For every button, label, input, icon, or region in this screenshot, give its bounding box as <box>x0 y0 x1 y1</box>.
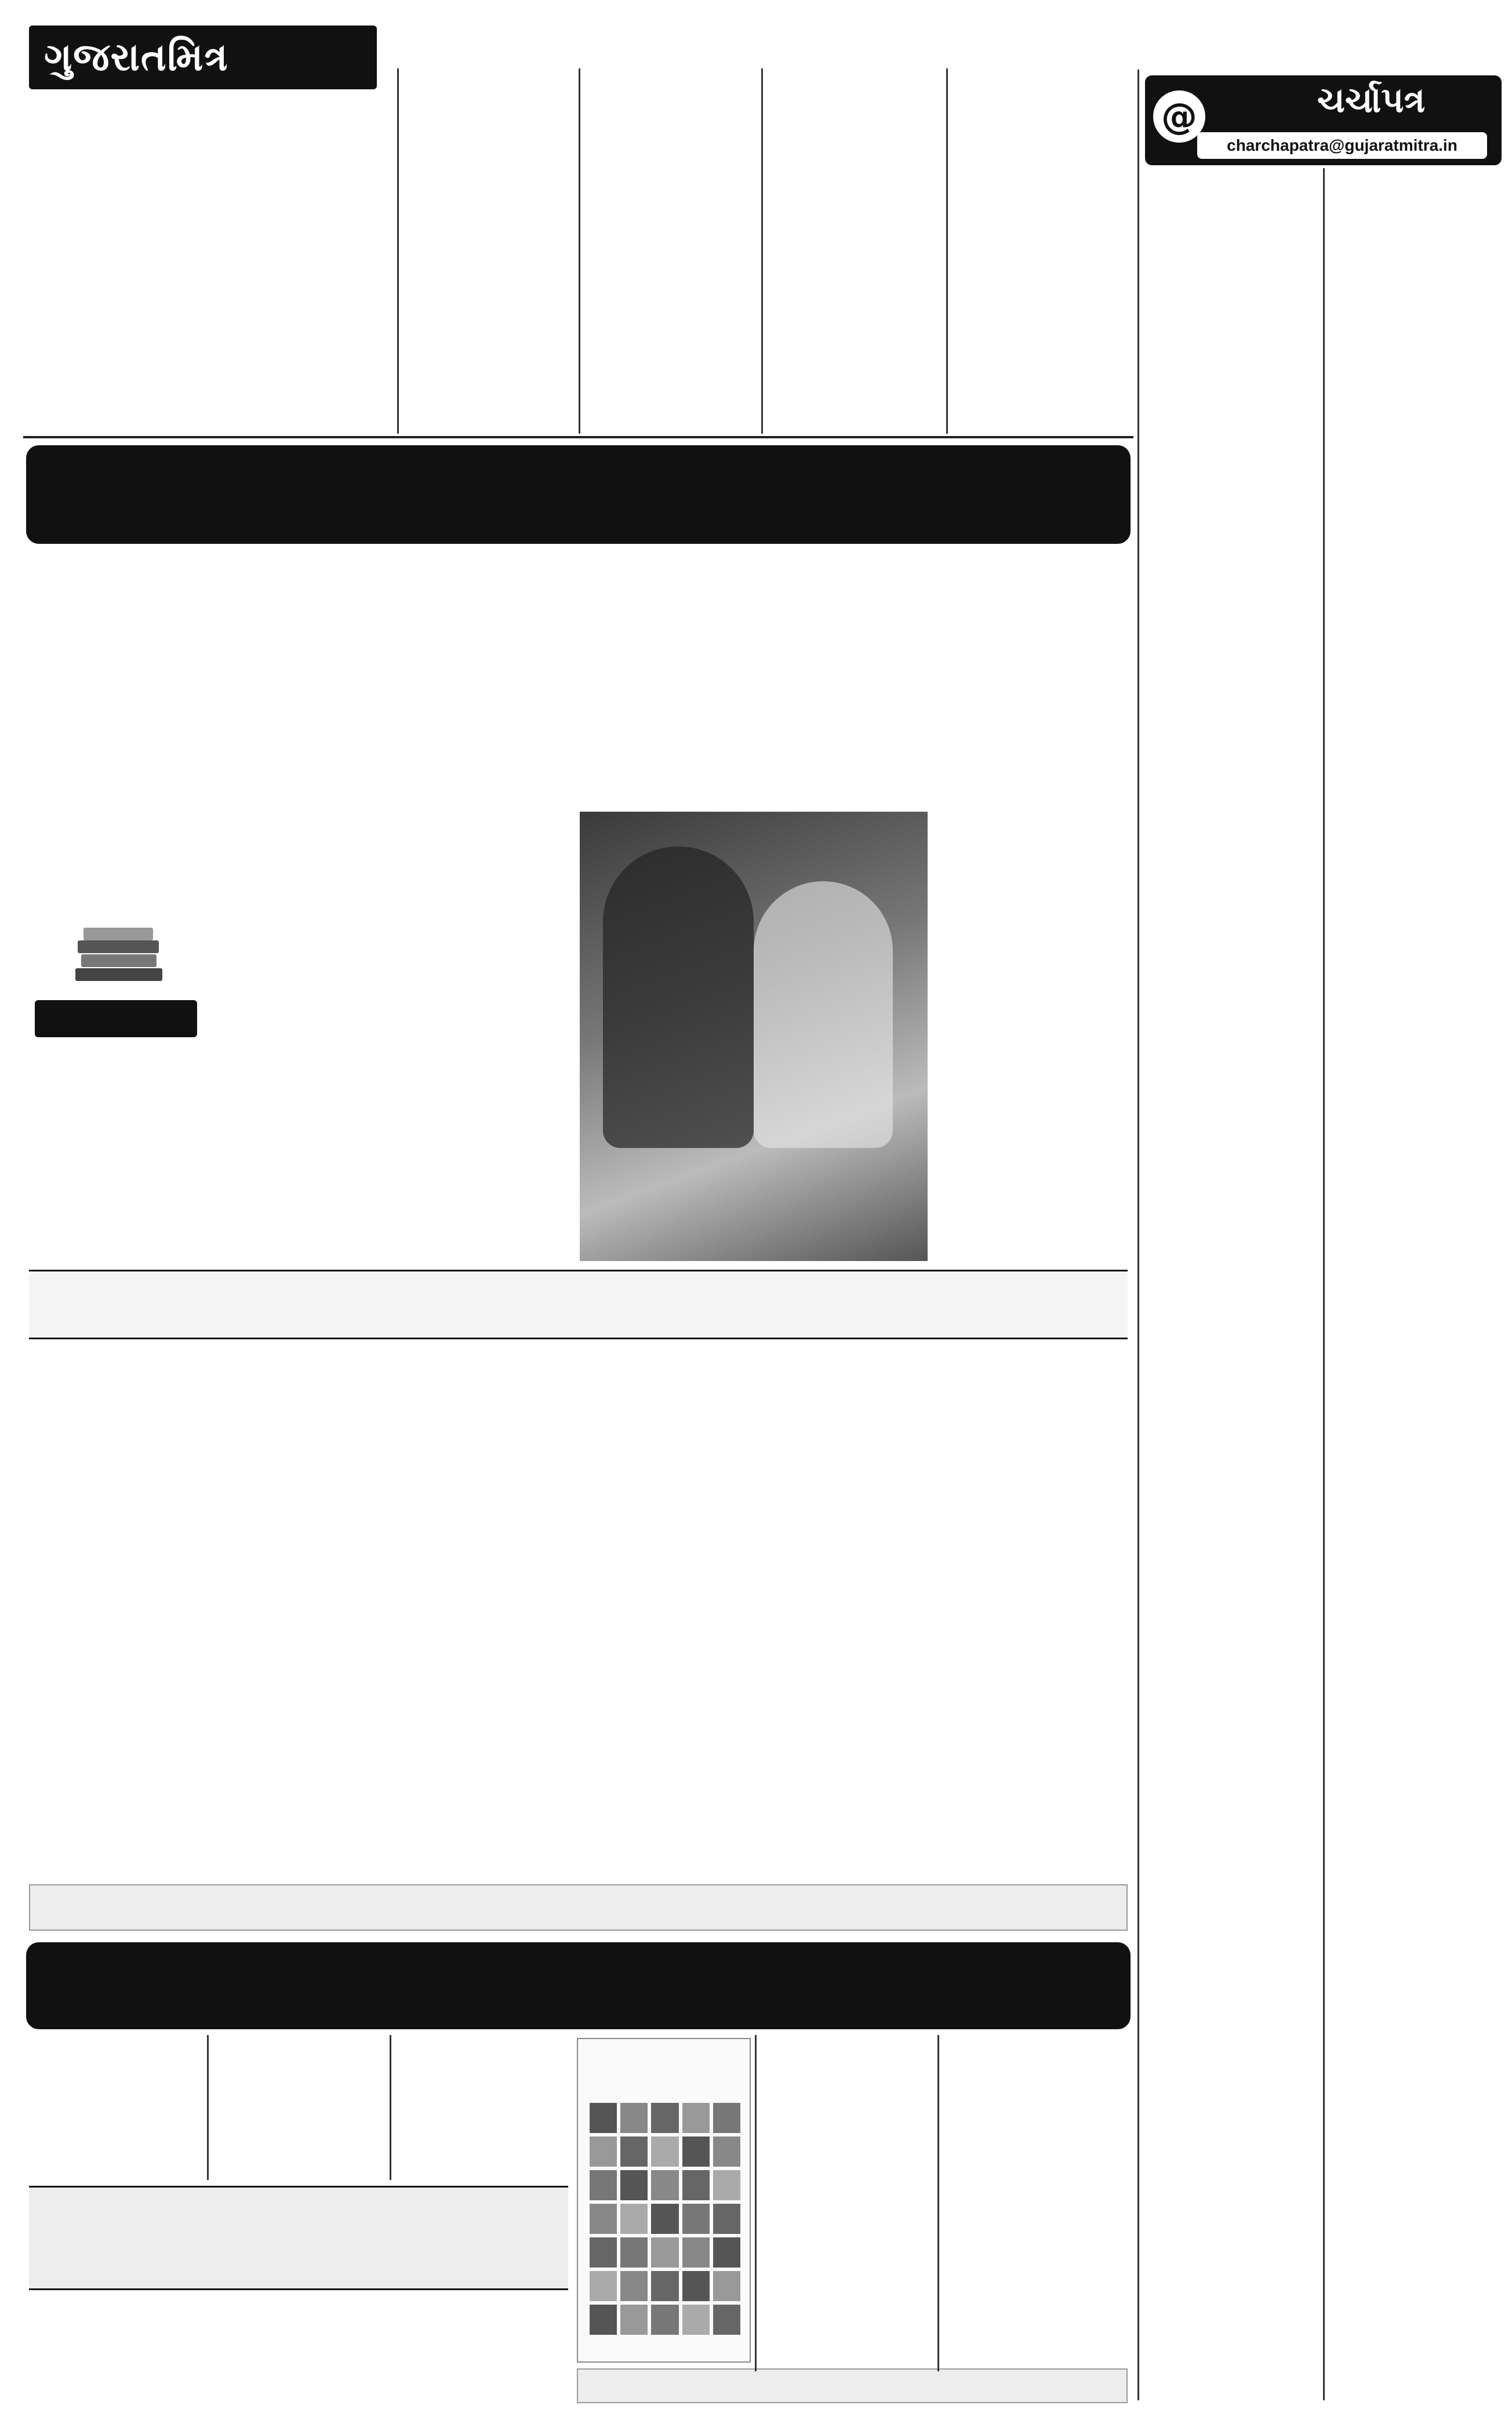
feature1-sub-column-3 <box>394 1345 568 1881</box>
sidebar-title: ચર્ચાપત્ર <box>1317 80 1426 121</box>
letter-1-title <box>1145 171 1319 217</box>
feature2-column-3 <box>394 2038 568 2183</box>
feature2-sub-column-1 <box>29 2296 203 2400</box>
feature2-column-5 <box>942 2038 1128 2380</box>
feature1-column-6 <box>942 551 1128 1264</box>
letter-1-body <box>1145 223 1319 832</box>
feature1-pullquote-text <box>41 1275 1116 1336</box>
email-icon: @ <box>1153 90 1205 143</box>
sidebar-email-box <box>1197 132 1487 159</box>
lead-headline <box>32 122 391 244</box>
feature2-book-cover <box>577 2038 751 2363</box>
letter-5-author <box>1328 2377 1502 2400</box>
feature1-sub-column-6 <box>942 1345 1128 1881</box>
letter-3-body <box>1145 1035 1319 1667</box>
author-photo-grid <box>590 2103 740 2335</box>
letter-3-author <box>1145 1669 1319 1691</box>
book-stack-icon <box>75 928 162 997</box>
lead-column-1 <box>32 244 206 432</box>
book-cover-figure <box>603 846 754 1148</box>
masthead-brand: ગુજરાતમિત્ર <box>44 34 229 79</box>
feature1-sub-column-4 <box>577 1345 751 1881</box>
feature1-column-badge <box>29 928 203 1061</box>
feature1-credit-line <box>29 1884 1128 1931</box>
feature1-book-author <box>591 1206 916 1235</box>
feature1-sub-column-2 <box>212 1345 386 1881</box>
lead-column-2 <box>215 244 391 432</box>
feature1-sub-column-1 <box>29 1345 203 1881</box>
feature2-subhead <box>29 2186 568 2290</box>
feature2-book-title <box>584 2045 746 2080</box>
feature1-column-2 <box>212 551 386 1264</box>
feature1-column-1b <box>29 1067 203 1264</box>
masthead-date <box>87 93 365 112</box>
feature1-column-4 <box>577 551 751 806</box>
feature2-credit-line <box>577 2368 1128 2403</box>
feature1-banner <box>26 445 1131 544</box>
feature1-sub-column-5 <box>759 1345 933 1881</box>
sidebar-email: charchapatra@gujaratmitra.in <box>1227 136 1458 154</box>
feature2-column-4 <box>759 2038 933 2380</box>
book-cover-figure-2 <box>754 881 893 1148</box>
feature2-column-2 <box>212 2038 386 2183</box>
masthead-logo <box>29 26 377 89</box>
sidebar-header <box>1145 75 1502 165</box>
lead-column-6 <box>951 70 1131 432</box>
letter-3-title <box>1145 986 1319 1032</box>
letter-2-body <box>1328 171 1502 1052</box>
feature1-column-1 <box>29 551 203 922</box>
feature1-column-3 <box>394 551 568 1264</box>
feature1-book-cover <box>580 812 928 1261</box>
feature2-column-1 <box>29 2038 203 2183</box>
letter-5-title <box>1145 1696 1319 1763</box>
feature2-sub-column-2 <box>212 2296 386 2400</box>
masthead-tagline <box>35 5 359 24</box>
feature2-sub-column-3 <box>394 2296 568 2400</box>
lead-column-5 <box>765 70 942 432</box>
feature1-editor-line <box>29 1041 203 1060</box>
feature1-pullquote <box>29 1270 1128 1339</box>
feature1-column-label <box>35 1000 197 1037</box>
letter-4-title <box>1328 1078 1502 1119</box>
letter-1-author <box>1145 936 1319 958</box>
letter-2-author <box>1328 1052 1502 1074</box>
feature2-banner <box>26 1942 1131 2029</box>
lead-column-3 <box>400 70 574 432</box>
feature1-column-5 <box>759 551 933 806</box>
lead-column-4 <box>583 70 757 432</box>
letter-4-body <box>1328 1122 1502 1597</box>
feature2-book-subtitle <box>584 2081 746 2098</box>
letter-4-author <box>1328 1597 1502 1619</box>
feature1-book-title <box>591 1136 916 1200</box>
